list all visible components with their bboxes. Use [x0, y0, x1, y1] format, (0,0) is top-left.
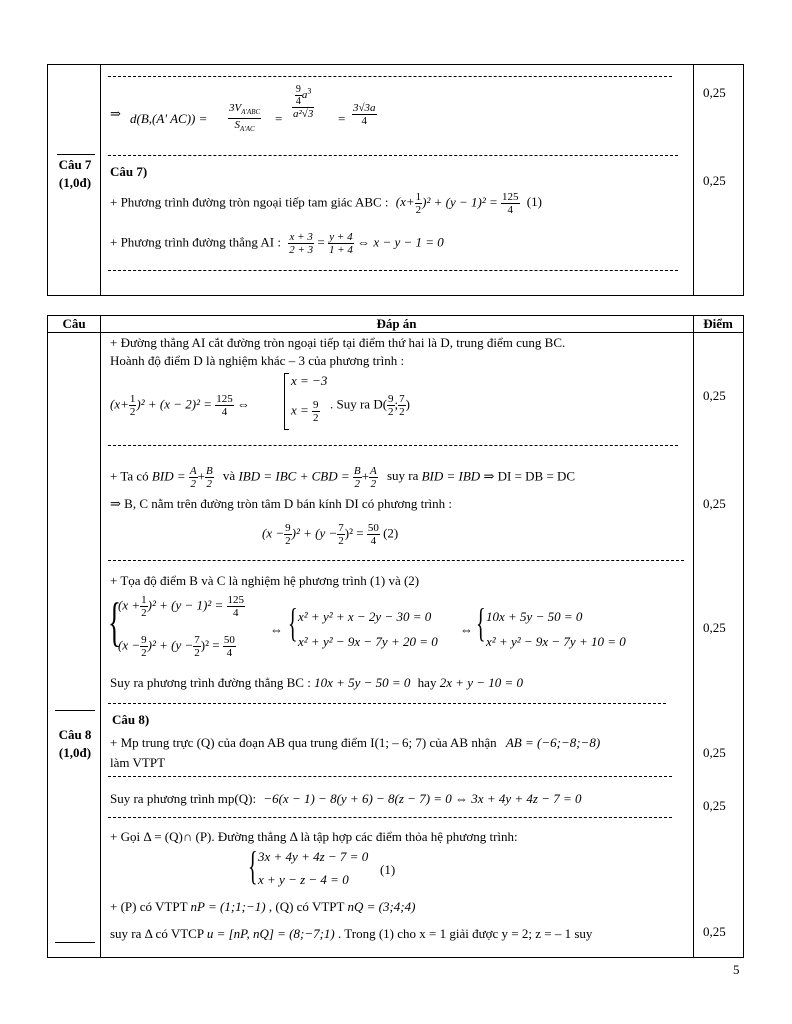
answer-line: Hoành độ điểm D là nghiệm khác – 3 của phương trình : — [110, 353, 405, 368]
score-cell: 0,25 — [703, 496, 726, 511]
dashed-separator — [108, 703, 666, 704]
question-7-label: Câu 7 — [58, 157, 92, 172]
score-cell: 0,25 — [703, 388, 726, 403]
point-d-result: . Suy ra D( $\frac{9}{2}$ ; $\frac{7}{2}$ ) — [330, 393, 411, 418]
distance-lhs: d(B,(A' AC)) = — [130, 111, 208, 126]
system-mid-1: x² + y² + x − 2y − 30 = 0 — [298, 609, 432, 624]
answer-line: + Mp trung trực (Q) của đoạn AB qua trung điểm I(1; – 6; 7) của AB nhận AB = (−6;−8;−8) — [110, 735, 601, 750]
dashed-separator — [108, 270, 678, 271]
dashed-separator — [108, 445, 678, 446]
row-divider-mark — [57, 154, 95, 155]
system-eq-2: (x − $\frac{9}{2}$ )² + (y − $\frac{7}{2}$ )² = $\frac{50}{4}$ — [118, 634, 235, 659]
circle-equation-line: + Phương trình đường tròn ngoại tiếp tam giác ABC : (x+ $\frac{1}{2}$ )² + (y − 1)² = $\frac{125}{4}$ (1) — [110, 191, 542, 216]
line-bc-conclusion: Suy ra phương trình đường thẳng BC : 10x + 5y − 50 = 0 hay 2x + y − 10 = 0 — [110, 675, 524, 690]
question-8-label: Câu 8 — [58, 727, 92, 742]
line-ai-equation: + Phương trình đường thẳng AI : $\frac{x + 3}{2 + 3}$ = $\frac{y + 4}{1 + 4}$ ⇔ x − y − 1 = 0 — [110, 231, 444, 256]
answer-line: ⇒ B, C nằm trên đường tròn tâm D bán kính DI có phương trình : — [110, 496, 453, 511]
answer-line: làm VTPT — [110, 755, 166, 770]
dashed-separator — [108, 560, 684, 561]
system-brace: { — [476, 600, 486, 645]
system-plane-1: 3x + 4y + 4z − 7 = 0 — [258, 849, 369, 864]
column-header-diem: Điểm — [703, 316, 733, 331]
iff-symbol: ⇔ — [460, 622, 473, 637]
row-divider-mark — [55, 710, 95, 711]
dashed-separator — [108, 776, 672, 777]
fraction-nine-fourths: $\frac{9}{4}$ $a^3$ a²√3 — [293, 84, 314, 120]
column-header-cau: Câu — [62, 316, 86, 331]
iff-symbol: ⇔ — [270, 622, 283, 637]
answer-line: + Gọi Δ = (Q)∩ (P). Đường thẳng Δ là tập hợp các điểm thỏa hệ phương trình: — [110, 829, 518, 844]
system-brace: { — [288, 600, 298, 645]
system-right-2: x² + y² − 9x − 7y + 10 = 0 — [486, 634, 626, 649]
d-abscissa-equation: (x+ $\frac{1}{2}$ )² + (x − 2)² = $\frac{125}{4}$ ⇔ — [110, 393, 250, 418]
column-header-dap-an: Đáp án — [376, 316, 417, 331]
dashed-separator — [108, 155, 678, 156]
direction-vector-line: suy ra Δ có VTCP u = [nP, nQ] = (8;−7;1) . Trong (1) cho x = 1 giải được y = 2; z = – 1 suy — [110, 926, 593, 941]
angle-argument: + Ta có BID = $\frac{A}{2}$ + $\frac{B}{2}$ và IBD = IBC + CBD = $\frac{B}{2}$ + $\frac{A}{2}$ suy ra BID = IBD ⇒ DI = DB = DC — [110, 465, 576, 490]
row-divider-mark — [55, 942, 95, 943]
dashed-separator — [108, 76, 672, 77]
system-brace: { — [108, 592, 121, 652]
score-cell: 0,25 — [703, 745, 726, 760]
fraction-result: $\frac{3√3a}{4}$ — [353, 102, 376, 127]
fraction-volume-area: $3V_{A'ABC}$ $S_{A'AC}$ — [229, 102, 261, 134]
system-eq-1: (x + $\frac{1}{2}$ )² + (y − 1)² = $\frac{125}{4}$ — [118, 594, 244, 619]
implies-symbol: ⇒ — [110, 106, 121, 121]
top-table — [47, 64, 744, 296]
score-cell: 0,25 — [703, 924, 726, 939]
dashed-separator — [108, 817, 672, 818]
score-cell: 0,25 — [703, 620, 726, 635]
score-cell: 0,25 — [703, 173, 726, 188]
normal-vectors-line: + (P) có VTPT nP = (1;1;−1) , (Q) có VTPT nQ = (3;4;4) — [110, 899, 416, 914]
circle-d-equation: (x − $\frac{9}{2}$ )² + (y − $\frac{7}{2}$ )² = $\frac{50}{4}$ (2) — [262, 522, 399, 547]
system-tag: (1) — [380, 862, 396, 877]
score-cell: 0,25 — [703, 85, 726, 100]
system-plane-2: x + y − z − 4 = 0 — [258, 872, 349, 887]
answer-line: + Đường thẳng AI cắt đường tròn ngoại tiếp tại điểm thứ hai là D, trung điểm cung BC. — [110, 335, 566, 350]
question-7-points: (1,0đ) — [58, 175, 92, 190]
score-cell: 0,25 — [703, 798, 726, 813]
question-8-points: (1,0đ) — [58, 745, 92, 760]
question-8-title: Câu 8) — [112, 712, 150, 727]
system-mid-2: x² + y² − 9x − 7y + 20 = 0 — [298, 634, 438, 649]
solution-x2: x = $\frac{9}{2}$ — [291, 399, 319, 424]
plane-q-equation: Suy ra phương trình mp(Q): −6(x − 1) − 8(y + 6) − 8(z − 7) = 0 ⇔ 3x + 4y + 4z − 7 = 0 — [110, 791, 582, 806]
answer-line: + Tọa độ điểm B và C là nghiệm hệ phương trình (1) và (2) — [110, 573, 420, 588]
solution-bracket — [284, 373, 289, 430]
question-7-title: Câu 7) — [110, 164, 148, 179]
system-right-1: 10x + 5y − 50 = 0 — [486, 609, 583, 624]
solution-x1: x = −3 — [291, 373, 328, 388]
page-number: 5 — [733, 962, 740, 977]
system-brace: { — [248, 843, 258, 888]
